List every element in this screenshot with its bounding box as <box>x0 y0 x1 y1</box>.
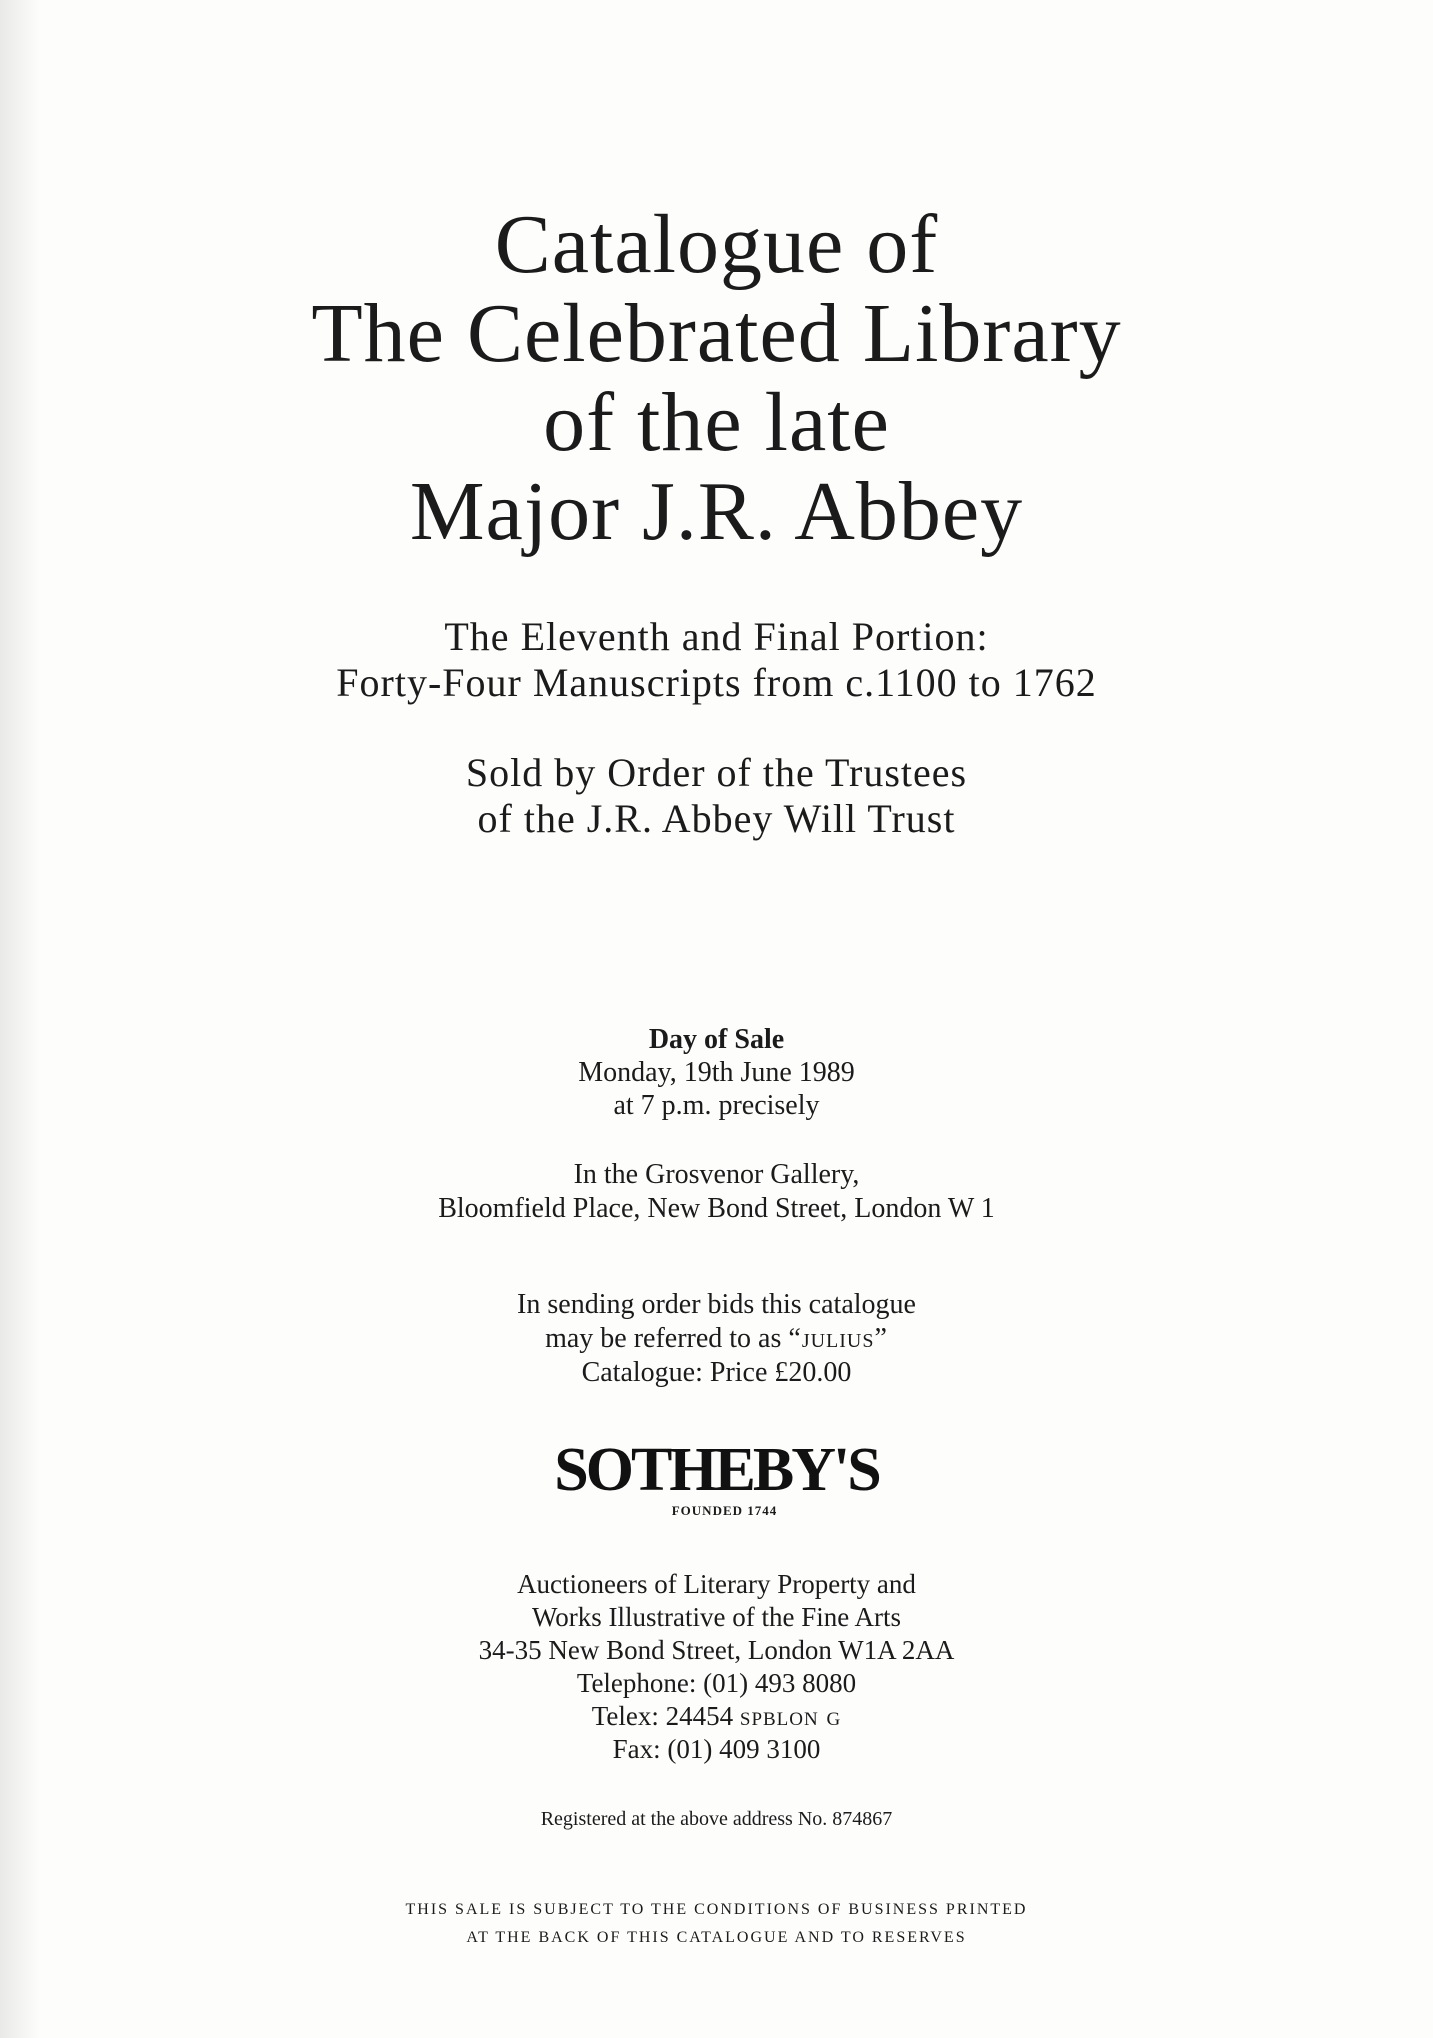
day-of-sale-heading: Day of Sale <box>648 1024 785 1055</box>
sale-date: Monday, 19th June 1989 <box>578 1057 855 1088</box>
conditions-line-2: AT THE BACK OF THIS CATALOGUE AND TO RESERVES <box>466 1929 967 1946</box>
logo-founded: FOUNDED 1744 <box>671 1503 778 1518</box>
auctioneer-line-1: Auctioneers of Literary Property and <box>517 1569 916 1599</box>
auctioneer-contact <box>0 1568 1433 1766</box>
title-line-1: Catalogue of <box>494 198 939 291</box>
sale-time: at 7 p.m. precisely <box>613 1090 820 1121</box>
title-line-3: of the late <box>543 376 890 469</box>
venue-line-2: Bloomfield Place, New Bond Street, London W 1 <box>438 1193 995 1224</box>
order-bids-line-2 <box>0 1322 1433 1356</box>
sale-venue <box>0 1158 1433 1226</box>
venue-line-1: In the Grosvenor Gallery, <box>573 1159 860 1190</box>
auctioneer-line-2: Works Illustrative of the Fine Arts <box>531 1602 902 1632</box>
day-of-sale <box>0 1023 1433 1122</box>
sold-by-notice <box>0 750 1433 842</box>
auctioneer-address: 34-35 New Bond Street, London W1A 2AA <box>478 1635 955 1665</box>
registration-notice: Registered at the above address No. 874867 <box>540 1808 893 1830</box>
sold-by-line-2: of the J.R. Abbey Will Trust <box>477 796 956 841</box>
subtitle-line-2: Forty-Four Manuscripts from c.1100 to 1762 <box>336 660 1097 705</box>
catalogue-price: Catalogue: Price £20.00 <box>581 1357 852 1388</box>
telex-number: Telex: 24454 <box>591 1701 740 1731</box>
sold-by-line-1: Sold by Order of the Trustees <box>465 750 968 795</box>
auctioneer-telex <box>0 1700 1433 1733</box>
title-line-2: The Celebrated Library <box>311 287 1122 380</box>
order-bids-prefix: may be referred to as <box>545 1323 789 1354</box>
order-bids-notice <box>0 1288 1433 1390</box>
auctioneer-fax: Fax: (01) 409 3100 <box>612 1734 821 1764</box>
catalogue-title <box>0 200 1433 556</box>
telex-code: spblon g <box>739 1701 842 1731</box>
portion-subtitle <box>0 614 1433 706</box>
subtitle-line-1: The Eleventh and Final Portion: <box>444 614 989 659</box>
conditions-notice <box>0 1896 1433 1952</box>
auctioneer-telephone: Telephone: (01) 493 8080 <box>576 1668 857 1698</box>
order-bids-line-1: In sending order bids this catalogue <box>517 1289 916 1320</box>
logo-wordmark: SOTHEBY'S <box>554 1436 879 1504</box>
sothebys-logo <box>0 1438 1433 1520</box>
catalogue-code-name: “julius” <box>788 1323 888 1354</box>
conditions-line-1: THIS SALE IS SUBJECT TO THE CONDITIONS OF BUSINESS PRINTED <box>405 1901 1028 1918</box>
title-line-4: Major J.R. Abbey <box>409 465 1024 558</box>
